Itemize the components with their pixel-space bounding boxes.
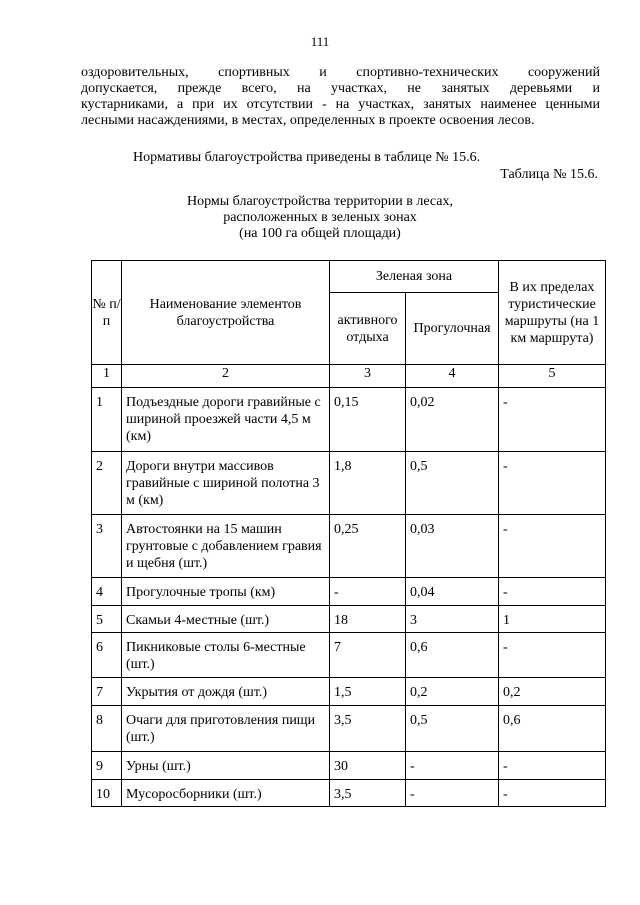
table-row	[92, 388, 606, 452]
row-walking: -	[406, 752, 499, 780]
row-number: 7	[92, 678, 122, 706]
row-number: 6	[92, 633, 122, 678]
header-row	[92, 261, 606, 293]
row-active: 18	[330, 606, 406, 633]
table-row	[92, 678, 606, 706]
row-name: Пикниковые столы 6-местные (шт.)	[122, 633, 330, 678]
row-walking: 0,03	[406, 515, 499, 578]
row-tourist: -	[499, 780, 606, 807]
row-tourist: -	[499, 388, 606, 452]
row-active: -	[330, 578, 406, 606]
table-label: Таблица № 15.6.	[500, 167, 598, 182]
header-tourist-routes: В их пределах туристические маршруты (на 1 км маршрута)	[499, 261, 606, 365]
row-name: Урны (шт.)	[122, 752, 330, 780]
row-tourist: 0,6	[499, 706, 606, 752]
row-number: 5	[92, 606, 122, 633]
row-walking: 3	[406, 606, 499, 633]
row-name: Скамьи 4-местные (шт.)	[122, 606, 330, 633]
row-active: 1,8	[330, 452, 406, 515]
table-title-line: расположенных в зеленых зонах	[223, 210, 417, 225]
row-active: 0,15	[330, 388, 406, 452]
column-number: 1	[92, 365, 122, 388]
row-name: Прогулочные тропы (км)	[122, 578, 330, 606]
table-row	[92, 752, 606, 780]
table-row	[92, 515, 606, 578]
row-active: 3,5	[330, 780, 406, 807]
row-name: Очаги для приготовления пищи (шт.)	[122, 706, 330, 752]
row-tourist: 0,2	[499, 678, 606, 706]
row-number: 1	[92, 388, 122, 452]
header-green-zone: Зеленая зона	[330, 261, 499, 293]
row-walking: 0,04	[406, 578, 499, 606]
row-tourist: -	[499, 752, 606, 780]
paragraph-line: допускается, прежде всего, на участках, не занятых деревьями и	[81, 81, 600, 96]
paragraph-line: лесными насаждениями, в местах, определенных в проекте освоения лесов.	[81, 113, 535, 128]
row-name: Автостоянки на 15 машин грунтовые с добавлением гравия и щебня (шт.)	[122, 515, 330, 578]
paragraph-line: оздоровительных, спортивных и спортивно-технических сооружений	[81, 65, 600, 80]
table-row	[92, 780, 606, 807]
row-number: 9	[92, 752, 122, 780]
table-title-line: Нормы благоустройства территории в лесах,	[187, 194, 453, 209]
row-number: 4	[92, 578, 122, 606]
table-row	[92, 452, 606, 515]
row-number: 10	[92, 780, 122, 807]
table-row	[92, 606, 606, 633]
row-name: Мусоросборники (шт.)	[122, 780, 330, 807]
body-paragraph	[81, 65, 600, 129]
row-tourist: -	[499, 452, 606, 515]
row-tourist: -	[499, 515, 606, 578]
table-title-line: (на 100 га общей площади)	[239, 226, 401, 241]
normative-sentence: Нормативы благоустройства приведены в таблице № 15.6.	[133, 150, 481, 165]
row-walking: 0,02	[406, 388, 499, 452]
row-number: 3	[92, 515, 122, 578]
row-walking: 0,2	[406, 678, 499, 706]
header-active-rest: активного отдыха	[330, 293, 406, 365]
row-walking: -	[406, 780, 499, 807]
column-number: 4	[406, 365, 499, 388]
row-active: 7	[330, 633, 406, 678]
row-name: Укрытия от дождя (шт.)	[122, 678, 330, 706]
row-active: 30	[330, 752, 406, 780]
column-number: 2	[122, 365, 330, 388]
table-row	[92, 706, 606, 752]
row-walking: 0,6	[406, 633, 499, 678]
row-active: 0,25	[330, 515, 406, 578]
row-tourist: 1	[499, 606, 606, 633]
norms-table	[91, 260, 606, 807]
row-number: 8	[92, 706, 122, 752]
paragraph-line: кустарниками, а при их отсутствии - на участках, занятых наименее ценными	[81, 97, 600, 112]
column-number-row	[92, 365, 606, 388]
row-number: 2	[92, 452, 122, 515]
header-col-name: Наименование элементов благоустройства	[122, 261, 330, 365]
table-title	[0, 194, 640, 242]
row-name: Подъездные дороги гравийные с шириной проезжей части 4,5 м (км)	[122, 388, 330, 452]
table-row	[92, 633, 606, 678]
row-tourist: -	[499, 578, 606, 606]
row-tourist: -	[499, 633, 606, 678]
table-row	[92, 578, 606, 606]
row-active: 1,5	[330, 678, 406, 706]
row-name: Дороги внутри массивов гравийные с шириной полотна 3 м (км)	[122, 452, 330, 515]
page-number: 111	[310, 34, 330, 49]
header-walking: Прогулочная	[406, 293, 499, 365]
header-col-no: № п/п	[92, 261, 122, 365]
column-number: 3	[330, 365, 406, 388]
column-number: 5	[499, 365, 606, 388]
row-walking: 0,5	[406, 452, 499, 515]
row-walking: 0,5	[406, 706, 499, 752]
row-active: 3,5	[330, 706, 406, 752]
